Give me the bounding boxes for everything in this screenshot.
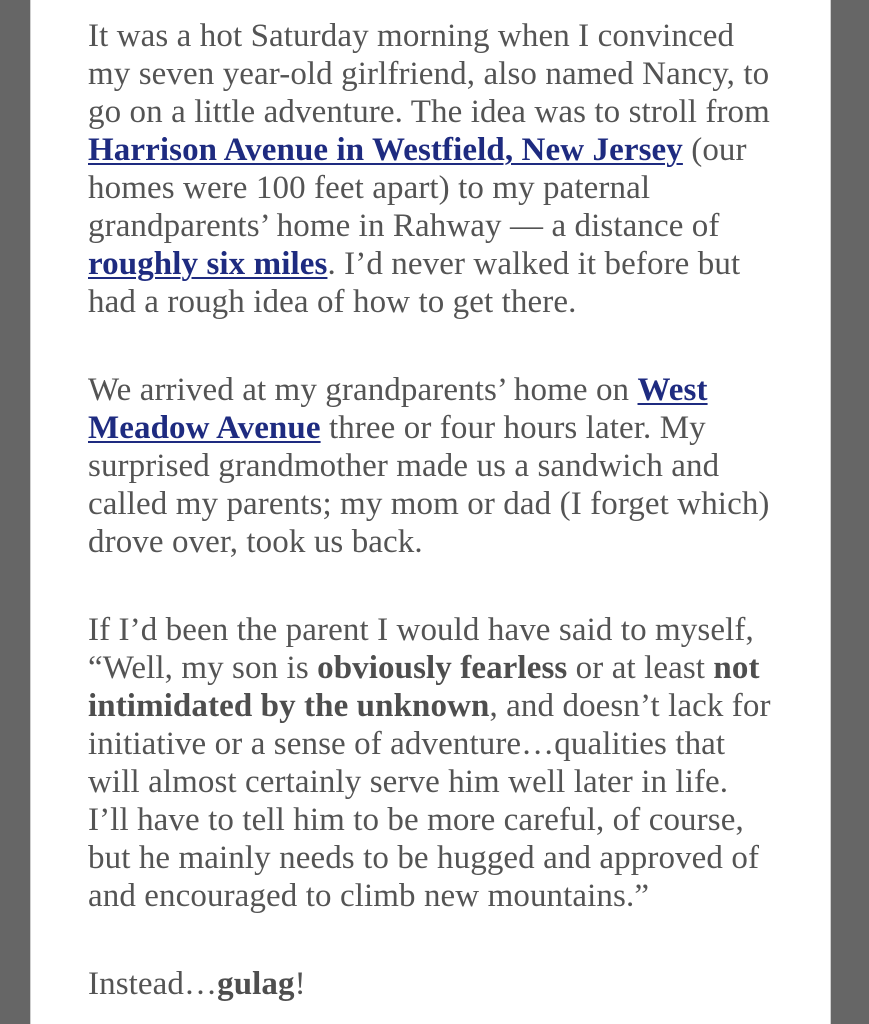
text-line bbox=[88, 839, 792, 877]
text-line bbox=[88, 93, 792, 131]
paragraph bbox=[88, 371, 792, 561]
text-line bbox=[88, 801, 792, 839]
text-run: and encouraged to climb new mountains.” bbox=[88, 878, 650, 914]
text-line bbox=[88, 409, 792, 447]
text-run: drove over, took us back. bbox=[88, 524, 423, 560]
text-line bbox=[88, 763, 792, 801]
text-line bbox=[88, 687, 792, 725]
paragraph bbox=[88, 611, 792, 915]
text-line bbox=[88, 17, 792, 55]
text-run: go on a little adventure. The idea was to stroll from bbox=[88, 94, 770, 130]
text-run: We arrived at my grandparents’ home on bbox=[88, 372, 638, 408]
inline-link[interactable]: Harrison Avenue in Westfield, New Jersey bbox=[88, 132, 683, 168]
text-line bbox=[88, 649, 792, 687]
text-line bbox=[88, 447, 792, 485]
text-line bbox=[88, 725, 792, 763]
text-run: “Well, my son is bbox=[88, 650, 318, 686]
bold-text: not bbox=[713, 650, 760, 686]
paragraph bbox=[88, 965, 792, 1003]
text-run: ! bbox=[294, 966, 306, 1002]
text-run: grandparents’ home in Rahway — a distance of bbox=[88, 208, 720, 244]
text-run: , and doesn’t lack for bbox=[489, 688, 771, 724]
text-line bbox=[88, 169, 792, 207]
text-run: homes were 100 feet apart) to my paternal bbox=[88, 170, 651, 206]
text-line bbox=[88, 55, 792, 93]
content-sheet bbox=[30, 0, 831, 1024]
text-line bbox=[88, 523, 792, 561]
text-line bbox=[88, 965, 792, 1003]
text-run: I’ll have to tell him to be more careful, of course, bbox=[88, 802, 744, 838]
page-gutter-left bbox=[0, 0, 30, 1024]
page-gutter-right bbox=[833, 0, 869, 1024]
text-line bbox=[88, 131, 792, 169]
text-line bbox=[88, 283, 792, 321]
text-run: If I’d been the parent I would have said to myself, bbox=[88, 612, 754, 648]
text-line bbox=[88, 877, 792, 915]
text-run: Instead… bbox=[88, 966, 218, 1002]
inline-link[interactable]: Meadow Avenue bbox=[88, 410, 321, 446]
article-body bbox=[31, 0, 830, 1003]
text-line bbox=[88, 207, 792, 245]
text-line bbox=[88, 371, 792, 409]
bold-text: gulag bbox=[217, 966, 295, 1002]
text-run: will almost certainly serve him well later in life. bbox=[88, 764, 729, 800]
paragraph bbox=[88, 17, 792, 321]
text-line bbox=[88, 485, 792, 523]
text-line bbox=[88, 611, 792, 649]
text-run: surprised grandmother made us a sandwich and bbox=[88, 448, 720, 484]
text-run: It was a hot Saturday morning when I convinced bbox=[88, 18, 735, 54]
bold-text: intimidated by the unknown bbox=[88, 688, 490, 724]
text-run: (our bbox=[682, 132, 747, 168]
text-run: my seven year-old girlfriend, also named Nancy, to bbox=[88, 56, 770, 92]
inline-link[interactable]: roughly six miles bbox=[88, 246, 328, 282]
text-run: had a rough idea of how to get there. bbox=[88, 284, 577, 320]
bold-text: obviously fearless bbox=[317, 650, 568, 686]
text-run: initiative or a sense of adventure…qualities that bbox=[88, 726, 726, 762]
text-run: or at least bbox=[567, 650, 714, 686]
text-line bbox=[88, 245, 792, 283]
text-run: but he mainly needs to be hugged and approved of bbox=[88, 840, 760, 876]
inline-link[interactable]: West bbox=[637, 372, 708, 408]
text-run: called my parents; my mom or dad (I forget which) bbox=[88, 486, 770, 522]
text-run: . I’d never walked it before but bbox=[327, 246, 741, 282]
text-run: three or four hours later. My bbox=[320, 410, 706, 446]
